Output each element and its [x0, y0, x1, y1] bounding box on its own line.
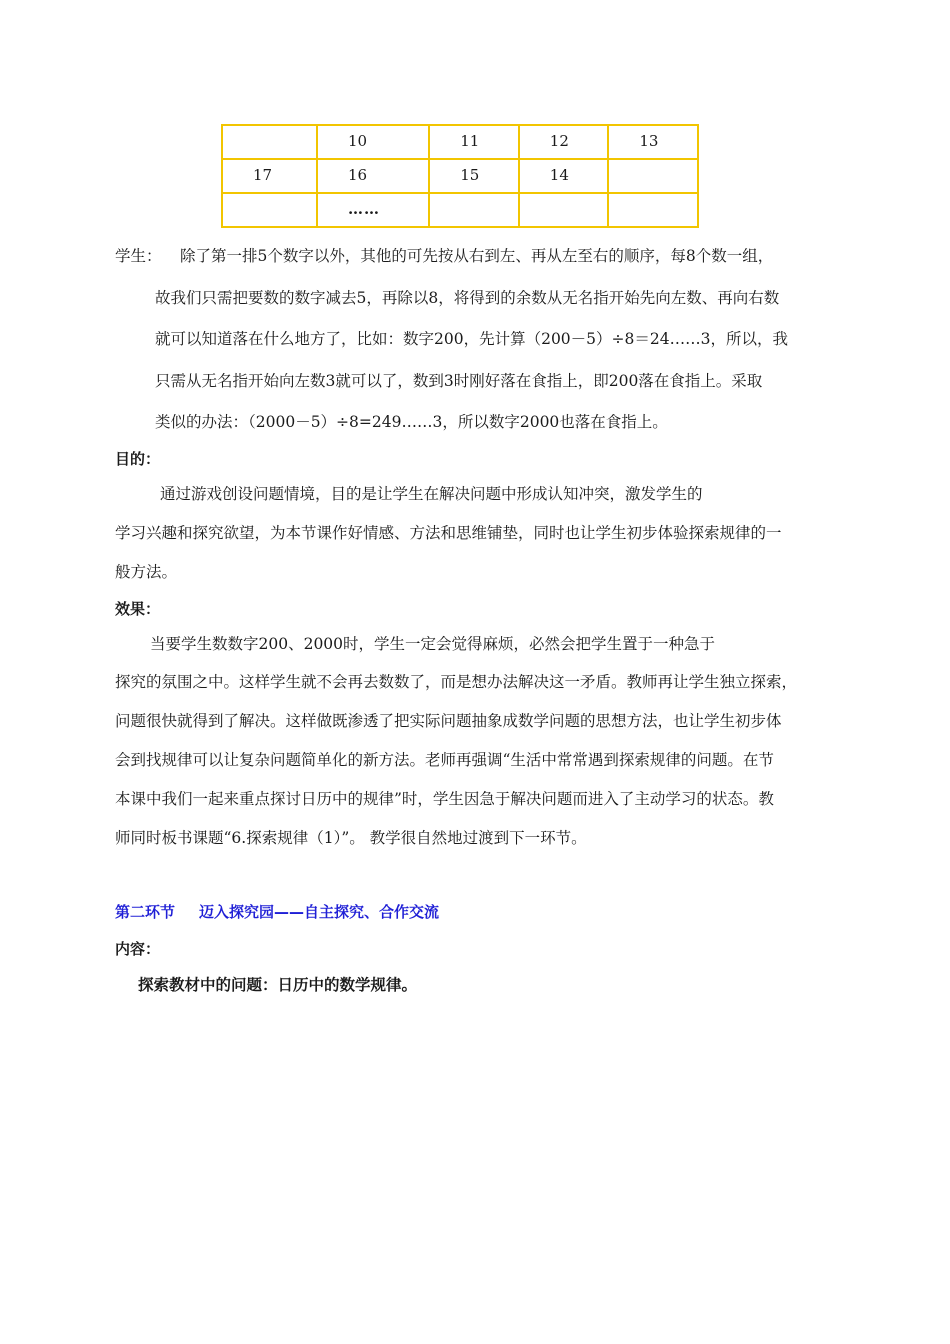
grid-cell: 11 — [429, 125, 519, 159]
student-line-4: 只需从无名指开始向左数3就可以了，数到3时刚好落在食指上，即200落在食指上。采取 — [155, 372, 763, 390]
number-grid-table — [221, 124, 699, 228]
effect-line-5: 本课中我们一起来重点探讨日历中的规律”时，学生因急于解决问题而进入了主动学习的状态。教 — [115, 790, 774, 808]
student-line-3: 就可以知道落在什么地方了，比如：数字200，先计算（200－5）÷8＝24……3，所以，我 — [155, 330, 788, 348]
student-line-5: 类似的办法：（2000－5）÷8=249……3，所以数字2000也落在食指上。 — [155, 413, 668, 431]
purpose-line-1: 通过游戏创设问题情境，目的是让学生在解决问题中形成认知冲突，激发学生的 — [160, 485, 703, 503]
grid-cell: 16 — [317, 159, 429, 193]
effect-line-6: 师同时板书课题“6.探索规律（1）”。 教学很自然地过渡到下一环节。 — [115, 829, 587, 847]
grid-cell: 17 — [222, 159, 317, 193]
grid-cell — [222, 125, 317, 159]
grid-cell: 12 — [519, 125, 609, 159]
effect-line-1: 当要学生数数字200、2000时，学生一定会觉得麻烦，必然会把学生置于一种急于 — [150, 635, 716, 653]
section-two-title — [115, 902, 439, 922]
effect-line-2: 探究的氛围之中。这样学生就不会再去数数了，而是想办法解决这一矛盾。教师再让学生独立探索， — [115, 673, 798, 691]
grid-cell: …… — [317, 193, 429, 227]
purpose-heading: 目的： — [115, 450, 161, 468]
effect-line-3: 问题很快就得到了解决。这样做既渗透了把实际问题抽象成数学问题的思想方法，也让学生初步体 — [115, 712, 782, 730]
grid-cell: 15 — [429, 159, 519, 193]
grid-cell — [222, 193, 317, 227]
grid-cell — [519, 193, 609, 227]
student-line-1: 除了第一排5个数字以外，其他的可先按从右到左、再从左至右的顺序，每8个数一组， — [180, 247, 774, 265]
content-line: 探索教材中的问题：日历中的数学规律。 — [138, 976, 418, 994]
student-line-2: 故我们只需把要数的数字减去5，再除以8，将得到的余数从无名指开始先向左数、再向右数 — [155, 289, 780, 307]
grid-row — [222, 125, 698, 159]
purpose-line-2: 学习兴趣和探究欲望，为本节课作好情感、方法和思维铺垫，同时也让学生初步体验探索规律的一 — [115, 524, 782, 542]
grid-cell — [429, 193, 519, 227]
purpose-line-3: 般方法。 — [115, 563, 178, 581]
section-two-title-part2: 迈入探究园——自主探究、合作交流 — [199, 903, 440, 921]
student-label: 学生： — [115, 247, 162, 265]
grid-cell: 10 — [317, 125, 429, 159]
section-two-title-part1: 第二环节 — [115, 903, 176, 921]
grid-cell: 13 — [608, 125, 698, 159]
effect-line-4: 会到找规律可以让复杂问题简单化的新方法。老师再强调“生活中常常遇到探索规律的问题。在节 — [115, 751, 774, 769]
grid-cell — [608, 193, 698, 227]
content-heading: 内容： — [115, 940, 161, 958]
grid-row — [222, 159, 698, 193]
effect-heading: 效果： — [115, 600, 161, 618]
grid-cell — [608, 159, 698, 193]
grid-cell: 14 — [519, 159, 609, 193]
grid-row — [222, 193, 698, 227]
